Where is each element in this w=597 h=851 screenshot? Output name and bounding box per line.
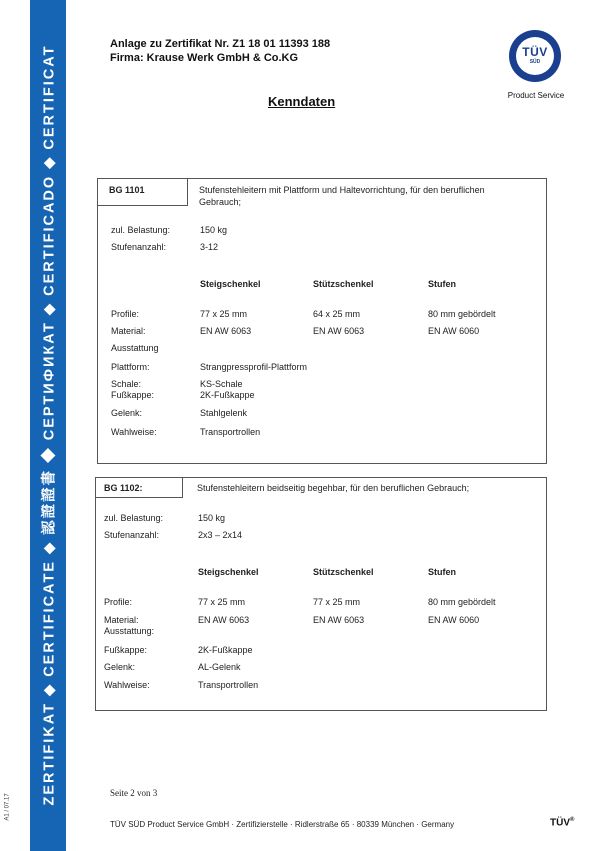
bg1101-shell-value: KS-Schale bbox=[200, 379, 243, 389]
bg1101-platform-label: Plattform: bbox=[111, 362, 150, 372]
bg1101-col-stuetzschenkel: Stützschenkel bbox=[313, 279, 374, 289]
bg1102-description: Stufenstehleitern beidseitig begehbar, für den beruflichen Gebrauch; bbox=[197, 483, 470, 493]
bg1101-profile-3: 80 mm gebördelt bbox=[428, 309, 496, 319]
bg1102-material-2: EN AW 6063 bbox=[313, 615, 365, 625]
bg1102-steps-label: Stufenanzahl: bbox=[104, 530, 160, 540]
company-name: Firma: Krause Werk GmbH & Co.KG bbox=[110, 52, 299, 64]
bg1102-col-stufen: Stufen bbox=[428, 567, 456, 577]
bg1102-profile-2: 77 x 25 mm bbox=[313, 597, 361, 607]
bg1101-foot-label: Fußkappe: bbox=[111, 390, 155, 400]
bg1102-material-label: Material: bbox=[104, 615, 139, 625]
registered-mark: ® bbox=[570, 817, 575, 823]
bg1101-shell-label: Schale: bbox=[111, 379, 142, 389]
bg1101-joint-value: Stahlgelenk bbox=[200, 408, 248, 418]
footer-address: TÜV SÜD Product Service GmbH · Zertifizierstelle · Ridlerstraße 65 · 80339 München · Germany bbox=[110, 820, 455, 829]
bg1101-section bbox=[97, 178, 547, 464]
footer-tuv-logo bbox=[550, 817, 574, 828]
bg1101-material-label: Material: bbox=[111, 326, 146, 336]
bg1102-steps-value: 2x3 – 2x14 bbox=[198, 530, 243, 540]
bg1101-option-label: Wahlweise: bbox=[111, 427, 157, 437]
bg1102-load-label: zul. Belastung: bbox=[104, 513, 164, 523]
bg1101-col-steigschenkel: Steigschenkel bbox=[200, 279, 261, 289]
logo-subtext: SÜD bbox=[529, 59, 541, 65]
bg1101-load-value: 150 kg bbox=[200, 225, 228, 235]
form-code: A1 / 07.17 bbox=[4, 793, 11, 821]
bg1101-foot-value: 2K-Fußkappe bbox=[200, 390, 255, 400]
bg1102-equipment-label: Ausstattung: bbox=[104, 626, 155, 636]
page-number: Seite 2 von 3 bbox=[110, 788, 158, 798]
bg1101-joint-label: Gelenk: bbox=[111, 408, 143, 418]
bg1101-material-1: EN AW 6063 bbox=[200, 326, 252, 336]
bg1102-joint-value: AL-Gelenk bbox=[198, 662, 241, 672]
bg1102-profile-3: 80 mm gebördelt bbox=[428, 597, 496, 607]
bg1102-load-value: 150 kg bbox=[198, 513, 226, 523]
bg1101-material-2: EN AW 6063 bbox=[313, 326, 365, 336]
bg1101-material-3: EN AW 6060 bbox=[428, 326, 480, 336]
logo-text: TÜV bbox=[522, 45, 548, 59]
bg1101-steps-value: 3-12 bbox=[200, 242, 219, 252]
bg1102-col-steigschenkel: Steigschenkel bbox=[198, 567, 259, 577]
bg1102-profile-label: Profile: bbox=[104, 597, 133, 607]
bg1102-option-value: Transportrollen bbox=[198, 680, 259, 690]
bg1101-profile-2: 64 x 25 mm bbox=[313, 309, 361, 319]
bg1101-option-value: Transportrollen bbox=[200, 427, 261, 437]
bg1101-profile-1: 77 x 25 mm bbox=[200, 309, 248, 319]
bg1101-load-label: zul. Belastung: bbox=[111, 225, 171, 235]
bg1102-section bbox=[95, 477, 547, 711]
bg1102-foot-value: 2K-Fußkappe bbox=[198, 645, 253, 655]
page-title: Kenndaten bbox=[268, 94, 336, 109]
bg1102-foot-label: Fußkappe: bbox=[104, 645, 148, 655]
tuv-logo bbox=[509, 30, 561, 82]
band-text: ZERTIFIKAT ◆ CERTIFICATE ◆ 認證證書 ◆ СЕРТИФИКАТ ◆ CERTIFICADO ◆ CERTIFICAT bbox=[41, 44, 58, 806]
bg1101-platform-value: Strangpressprofil-Plattform bbox=[200, 362, 308, 372]
bg1101-description: Stufenstehleitern mit Plattform und Haltevorrichtung, für den beruflichen Gebrauch; bbox=[199, 185, 485, 207]
bg1101-equipment-label: Ausstattung bbox=[111, 343, 159, 353]
bg1102-material-3: EN AW 6060 bbox=[428, 615, 480, 625]
certificate-reference: Anlage zu Zertifikat Nr. Z1 18 01 11393 188 bbox=[110, 38, 331, 50]
bg1101-code: BG 1101 bbox=[109, 185, 145, 195]
logo-label: Product Service bbox=[507, 91, 565, 100]
footer-logo-text: TÜV bbox=[550, 817, 570, 829]
bg1101-steps-label: Stufenanzahl: bbox=[111, 242, 167, 252]
bg1102-option-label: Wahlweise: bbox=[104, 680, 150, 690]
bg1101-profile-label: Profile: bbox=[111, 309, 140, 319]
bg1102-material-1: EN AW 6063 bbox=[198, 615, 250, 625]
bg1101-col-stufen: Stufen bbox=[428, 279, 456, 289]
bg1102-col-stuetzschenkel: Stützschenkel bbox=[313, 567, 374, 577]
bg1102-profile-1: 77 x 25 mm bbox=[198, 597, 246, 607]
bg1102-joint-label: Gelenk: bbox=[104, 662, 136, 672]
bg1102-code: BG 1102: bbox=[104, 483, 143, 493]
